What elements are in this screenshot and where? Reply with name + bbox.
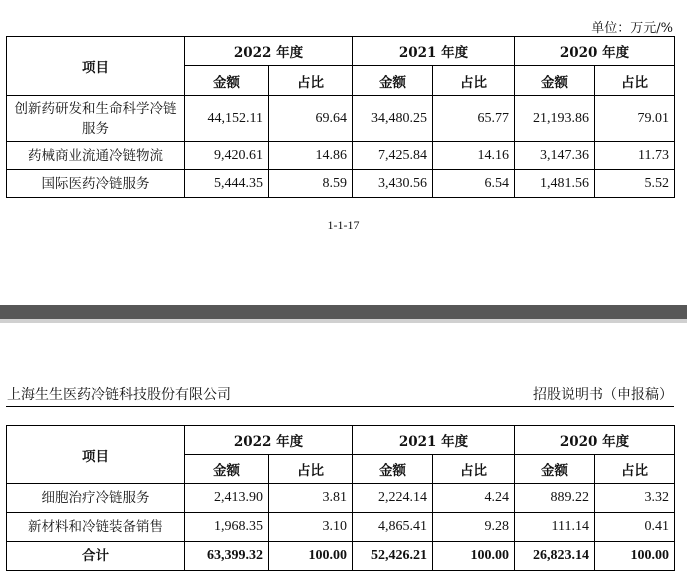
header-year-2022: 2022 年度: [185, 426, 353, 455]
header-year-2022: 2022 年度: [185, 37, 353, 66]
table-row: [7, 170, 675, 198]
header-ratio: 占比: [433, 66, 515, 96]
header-amount: 金额: [515, 66, 595, 96]
cell-value: 0.41: [595, 513, 675, 542]
cell-value: 8.59: [269, 170, 353, 198]
unit-label: 单位：万元/%: [591, 21, 673, 36]
header-amount: 金额: [185, 455, 269, 484]
revenue-table-top: [6, 36, 675, 198]
header-amount: 金额: [185, 66, 269, 96]
total-value: 100.00: [595, 542, 675, 571]
total-value: 100.00: [433, 542, 515, 571]
table-row: [7, 142, 675, 170]
cell-value: 6.54: [433, 170, 515, 198]
cell-value: 889.22: [515, 484, 595, 513]
cell-value: 9,420.61: [185, 142, 269, 170]
page-number: 1-1-17: [327, 218, 360, 232]
header-ratio: 占比: [595, 455, 675, 484]
header-ratio: 占比: [269, 455, 353, 484]
row-name: 创新药研发和生命科学冷链服务: [7, 96, 185, 142]
cell-value: 5,444.35: [185, 170, 269, 198]
revenue-table-bottom: [6, 425, 675, 571]
cell-value: 79.01: [595, 96, 675, 142]
document-title: 招股说明书（申报稿）: [533, 387, 673, 403]
total-value: 100.00: [269, 542, 353, 571]
header-item: 项目: [7, 426, 185, 484]
header-amount: 金额: [515, 455, 595, 484]
cell-value: 7,425.84: [353, 142, 433, 170]
header-item: 项目: [7, 37, 185, 96]
row-name: 新材料和冷链装备销售: [7, 513, 185, 542]
header-amount: 金额: [353, 455, 433, 484]
cell-value: 21,193.86: [515, 96, 595, 142]
cell-value: 3,430.56: [353, 170, 433, 198]
header-ratio: 占比: [433, 455, 515, 484]
row-name: 细胞治疗冷链服务: [7, 484, 185, 513]
cell-value: 14.16: [433, 142, 515, 170]
cell-value: 4,865.41: [353, 513, 433, 542]
table-row: [7, 96, 675, 142]
cell-value: 9.28: [433, 513, 515, 542]
page-separator-shadow: [0, 319, 687, 323]
header-ratio: 占比: [269, 66, 353, 96]
cell-value: 1,481.56: [515, 170, 595, 198]
cell-value: 5.52: [595, 170, 675, 198]
total-row: [7, 542, 675, 571]
cell-value: 34,480.25: [353, 96, 433, 142]
cell-value: 1,968.35: [185, 513, 269, 542]
cell-value: 3.10: [269, 513, 353, 542]
row-name: 药械商业流通冷链物流: [7, 142, 185, 170]
cell-value: 69.64: [269, 96, 353, 142]
cell-value: 65.77: [433, 96, 515, 142]
header-year-2021: 2021 年度: [353, 37, 515, 66]
header-rule: [6, 406, 674, 407]
cell-value: 14.86: [269, 142, 353, 170]
header-ratio: 占比: [595, 66, 675, 96]
row-name: 国际医药冷链服务: [7, 170, 185, 198]
cell-value: 111.14: [515, 513, 595, 542]
table-row: [7, 484, 675, 513]
cell-value: 2,413.90: [185, 484, 269, 513]
cell-value: 11.73: [595, 142, 675, 170]
cell-value: 2,224.14: [353, 484, 433, 513]
header-year-2020: 2020 年度: [515, 37, 675, 66]
cell-value: 4.24: [433, 484, 515, 513]
header-year-2021: 2021 年度: [353, 426, 515, 455]
cell-value: 3.32: [595, 484, 675, 513]
page-separator: [0, 305, 687, 319]
cell-value: 44,152.11: [185, 96, 269, 142]
table-row: [7, 513, 675, 542]
total-label: 合计: [7, 542, 185, 571]
total-value: 52,426.21: [353, 542, 433, 571]
cell-value: 3,147.36: [515, 142, 595, 170]
company-name: 上海生生医药冷链科技股份有限公司: [7, 387, 231, 403]
total-value: 26,823.14: [515, 542, 595, 571]
cell-value: 3.81: [269, 484, 353, 513]
header-year-2020: 2020 年度: [515, 426, 675, 455]
header-amount: 金额: [353, 66, 433, 96]
total-value: 63,399.32: [185, 542, 269, 571]
